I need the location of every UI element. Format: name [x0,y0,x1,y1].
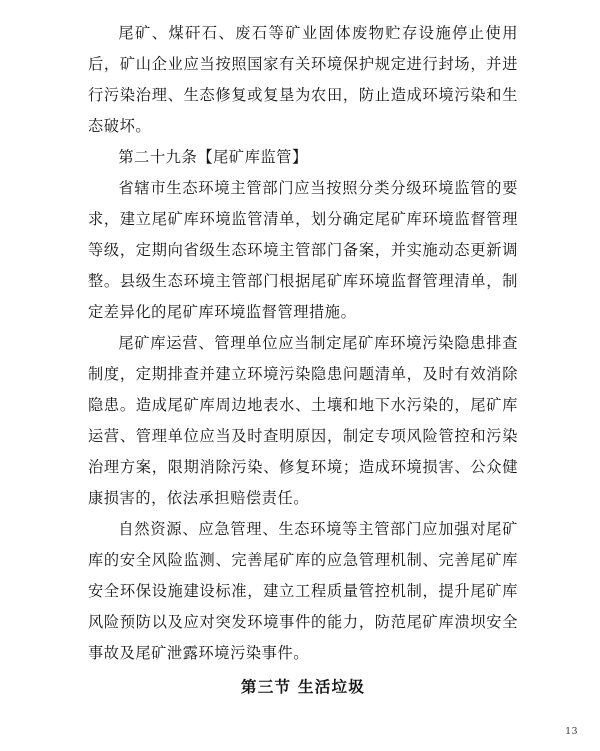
page-number: 13 [565,726,578,737]
document-body [88,18,518,702]
paragraph-closure-requirements: 尾矿、煤矸石、废石等矿业固体废物贮存设施停止使用后，矿山企业应当按照国家有关环境保护规定进行封场，并进行污染治理、生态修复或复垦为农田，防止造成环境污染和生态破坏。 [88,24,518,135]
paragraph-supervision-list: 省辖市生态环境主管部门应当按照分类分级环境监管的要求，建立尾矿库环境监管清单，划分确定尾矿库环境监督管理等级，定期向省级生态环境主管部门备案，并实施动态更新调整。县级生态环境主管部门根据尾矿库环境监督管理清单，制定差异化的尾矿库环境监督管理措施。 [88,179,518,321]
article-heading-29: 第二十九条【尾矿库监管】 [118,148,308,166]
section-title-domestic-waste: 第三节 生活垃圾 [240,677,366,696]
paragraph-hazard-investigation: 尾矿库运营、管理单位应当制定尾矿库环境污染隐患排查制度，定期排查并建立环境污染隐患问题清单，及时有效消除隐患。造成尾矿库周边地表水、土壤和地下水污染的，尾矿库运营、管理单位应当及时查明原因，制定专项风险管控和污染治理方案，限期消除污染、修复环境；造成环境损害、公众健康损害的，依法承担赔偿责任。 [88,334,518,507]
paragraph-risk-monitoring: 自然资源、应急管理、生态环境等主管部门应加强对尾矿库的安全风险监测、完善尾矿库的应急管理机制、完善尾矿库安全环保设施建设标准，建立工程质量管控机制，提升尾矿库风险预防以及应对突发环境事件的能力，防范尾矿库溃坝安全事故及尾矿泄露环境污染事件。 [88,520,518,662]
